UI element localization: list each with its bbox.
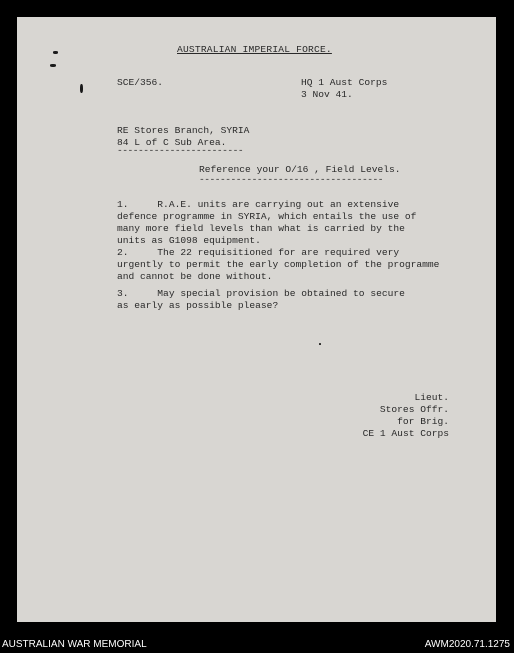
paragraph-line: many more field levels than what is carried by the xyxy=(117,223,405,234)
addressee-line-1: RE Stores Branch, SYRIA xyxy=(117,125,250,136)
signature-rank: Lieut. xyxy=(414,392,449,403)
signature-appointment: Stores Offr. xyxy=(379,404,449,415)
archive-id: AWM2020.71.1275 xyxy=(424,639,510,650)
sender-unit: HQ 1 Aust Corps xyxy=(301,77,388,88)
paragraph-line: defence programme in SYRIA, which entails the use of xyxy=(117,211,417,222)
paragraph-2 xyxy=(117,247,497,283)
paragraph-line: and cannot be done without. xyxy=(117,271,273,282)
punch-hole-mark xyxy=(53,51,58,54)
subject-underline: ----------------------------------- xyxy=(199,174,384,185)
paragraph-line: as early as possible please? xyxy=(117,300,279,311)
paragraph-line: 3. May special provision be obtained to secure xyxy=(117,288,405,299)
document-heading: AUSTRALIAN IMPERIAL FORCE. xyxy=(177,44,332,55)
paragraph-line: units as G1098 equipment. xyxy=(117,235,261,246)
paragraph-line: urgently to permit the early completion of the programme xyxy=(117,259,440,270)
signature-for: for Brig. xyxy=(397,416,449,427)
ink-mark xyxy=(319,343,321,345)
paragraph-line: 1. R.A.E. units are carrying out an extensive xyxy=(117,199,400,210)
paragraph-1 xyxy=(117,199,497,247)
signature-unit: CE 1 Aust Corps xyxy=(362,428,449,439)
address-underline: ------------------------ xyxy=(117,145,244,156)
letter-date: 3 Nov 41. xyxy=(301,89,353,100)
paragraph-3 xyxy=(117,288,497,312)
punch-hole-mark xyxy=(80,84,83,93)
ink-mark xyxy=(50,64,56,67)
file-reference: SCE/356. xyxy=(117,77,164,88)
subject-line: Reference your O/16 , Field Levels. xyxy=(199,164,401,175)
addressee-line-2: 84 L of C Sub Area. xyxy=(117,137,227,148)
signature-block xyxy=(355,392,449,440)
archive-credit: AUSTRALIAN WAR MEMORIAL xyxy=(2,639,147,650)
document-page xyxy=(17,17,496,622)
paragraph-line: 2. The 22 requisitioned for are required very xyxy=(117,247,400,258)
